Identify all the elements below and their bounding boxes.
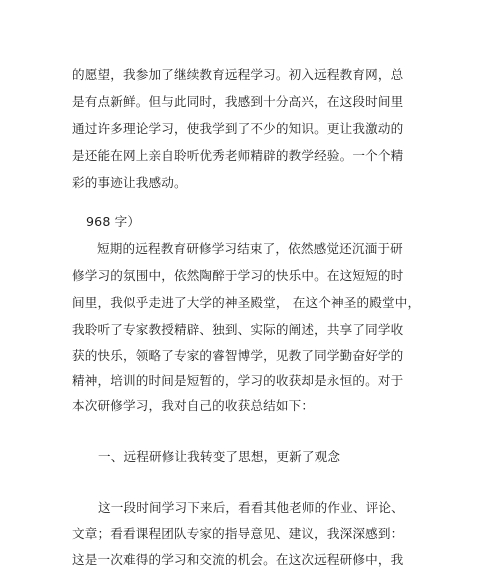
paragraph-3-line-2: 文章；看看课程团队专家的指导意见、建议，我深深感到： bbox=[72, 526, 404, 541]
paragraph-2-line-1: 短期的远程教育研修学习结束了，依然感觉还沉湎于研 bbox=[97, 241, 403, 256]
paragraph-3-line-1: 这一段时间学习下来后，看看其他老师的作业、评论、 bbox=[98, 500, 404, 515]
paragraph-1-line-2: 是有点新鲜。但与此同时，我感到十分高兴，在这段时间里 bbox=[72, 94, 404, 109]
paragraph-2-line-5: 获的快乐，领略了专家的睿智博学，见教了同学勤奋好学的 bbox=[72, 348, 404, 363]
paragraph-2-line-7: 本次研修学习，我对自己的收获总结如下： bbox=[72, 398, 315, 413]
section-heading-1: 一、远程研修让我转变了思想，更新了观念 bbox=[98, 449, 341, 464]
paragraph-1-line-4: 是还能在网上亲自聆听优秀老师精辟的教学经验。一个个精 bbox=[72, 148, 404, 163]
paragraph-1-line-5: 彩的事迹让我感动。 bbox=[72, 175, 187, 190]
paragraph-1-line-1: 的愿望，我参加了继续教育远程学习。初入远程教育网，总 bbox=[72, 67, 404, 82]
paragraph-2-line-2: 修学习的氛围中，依然陶醉于学习的快乐中。在这短短的时 bbox=[72, 268, 404, 283]
paragraph-2-line-4: 我聆听了专家教授精辟、独到、实际的阐述，共享了同学收 bbox=[72, 322, 404, 337]
word-count: 968 字） bbox=[86, 214, 141, 229]
paragraph-2-line-6: 精神，培训的时间是短暂的，学习的收获却是永恒的。对于 bbox=[72, 373, 404, 388]
paragraph-1-line-3: 通过许多理论学习，使我学到了不少的知识。更让我激动的 bbox=[72, 121, 404, 136]
paragraph-2-line-3: 间里，我似乎走进了大学的神圣殿堂， 在这个神圣的殿堂中， bbox=[72, 295, 421, 310]
paragraph-3-line-3: 这是一次难得的学习和交流的机会。在这次远程研修中，我 bbox=[72, 552, 404, 567]
